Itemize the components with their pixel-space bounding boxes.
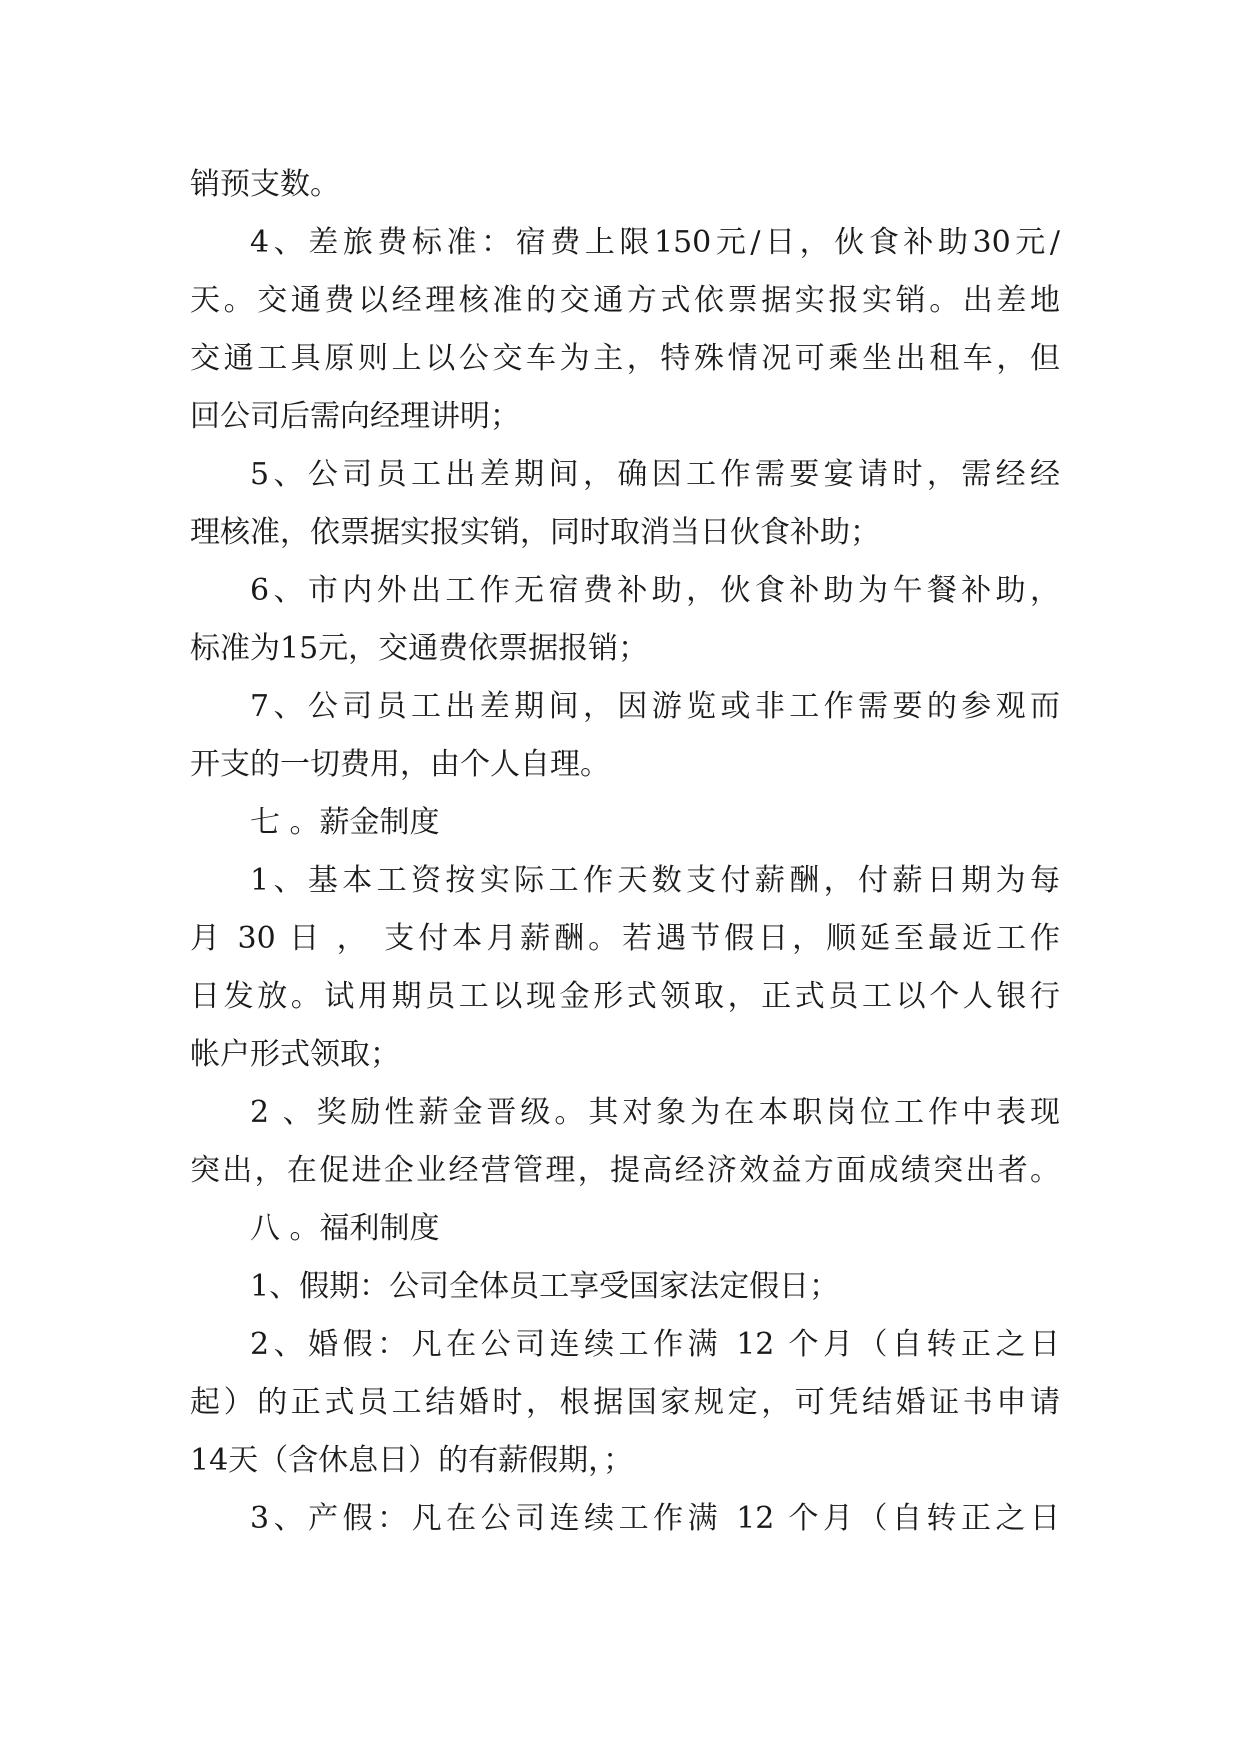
text-line: 月 30 日 ， 支付本月薪酬。若遇节假日，顺延至最近工作 <box>190 921 1060 956</box>
text-line: 标准为15元，交通费依票据报销； <box>190 631 649 666</box>
text-line: 6、市内外出工作无宿费补助，伙食补助为午餐补助， <box>250 573 1060 608</box>
text-line: 3、产假：凡在公司连续工作满 12 个月（自转正之日 <box>250 1501 1060 1536</box>
text-line: 八 。福利制度 <box>250 1211 440 1246</box>
document-body <box>190 156 1060 1548</box>
text-line: 七 。薪金制度 <box>250 805 440 840</box>
text-line: 回公司后需向经理讲明； <box>190 399 520 434</box>
text-line: 7、公司员工出差期间，因游览或非工作需要的参观而 <box>250 689 1060 724</box>
text-line: 交通工具原则上以公交车为主，特殊情况可乘坐出租车，但 <box>190 341 1060 376</box>
text-line: 2、婚假：凡在公司连续工作满 12 个月（自转正之日 <box>250 1327 1060 1362</box>
text-line: 天。交通费以经理核准的交通方式依票据实报实销。出差地 <box>190 283 1060 318</box>
text-line: 理核准，依票据实报实销，同时取消当日伙食补助； <box>190 515 880 550</box>
text-line: 帐户形式领取； <box>190 1037 400 1072</box>
text-line: 1、基本工资按实际工作天数支付薪酬，付薪日期为每 <box>250 863 1060 898</box>
text-line: 5、公司员工出差期间，确因工作需要宴请时，需经经 <box>250 457 1060 492</box>
text-line: 突出，在促进企业经营管理，提高经济效益方面成绩突出者。 <box>190 1153 1060 1188</box>
text-line: 起）的正式员工结婚时，根据国家规定，可凭结婚证书申请 <box>190 1385 1060 1420</box>
text-line: 开支的一切费用，由个人自理。 <box>190 747 610 782</box>
text-line: 14天（含休息日）的有薪假期，； <box>190 1443 634 1478</box>
text-line: 日发放。试用期员工以现金形式领取，正式员工以个人银行 <box>190 979 1060 1014</box>
text-line: 2 、奖励性薪金晋级。其对象为在本职岗位工作中表现 <box>250 1095 1060 1130</box>
text-line: 销预支数。 <box>190 167 340 202</box>
text-line: 4、差旅费标准：宿费上限150元/日，伙食补助30元/ <box>250 225 1060 260</box>
text-line: 1、假期：公司全体员工享受国家法定假日； <box>250 1269 840 1304</box>
